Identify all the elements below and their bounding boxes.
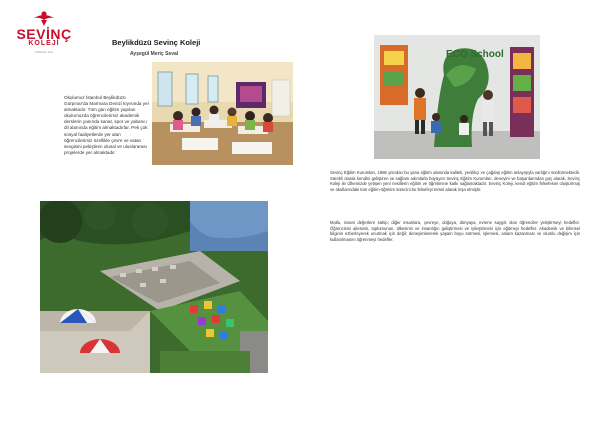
logo-sub: KOLEJİ [28,40,60,47]
page-title: Beylikdüzü Sevinç Koleji [112,38,201,47]
logo-tagline: 1986'dan beri [34,50,54,54]
eco-sign-text: ECO School [446,49,504,60]
intro-paragraph: Okulumuz İstanbul Beylikdüzü Gürpınar'da Marmara Denizi kıyısında yer almaktadır. Tüm gün eğitim yapılan okulumuzda öğrencilerimiz akademik derslerin yanında sanat, spor ve yabancı dil alanında eğitim almaktadırlar. Pek çok sosyal faaliyetlerde yer alan öğrencilerimiz özellikle çevre ve vatan sevgisini pekiştiren ulusal ve uluslararası projelerde yer almaktadır. [64,95,150,155]
body-paragraph-1: Sevinç Eğitim Kurumları, 1986 yılından bu yana eğitim alanında kaliteli, yenilikçi ve çağdaş eğitim anlayışıyla varlığını sürdürmektedir. Sürekli olarak kendini geliştiren ve sağlam adımlarla büyüyen Sevinç Eğitim Kurumları, deneyim ve başarılarından güç alarak, Sevinç Koleji ile Ülkemizde yetişen yeni nesillerin eğitim ve öğretimine katkı sağlamaktadır. Sevinç Koleji, kendi eğitim felsefesini oluşturmuş ve okullarındaki tüm eğitim-öğretim sürecini bu felsefeyi temel alarak inşa etmiştir. [330,170,580,192]
logo-name: SEVİNÇ [16,26,72,42]
classroom-photo [152,62,293,165]
eco-school-photo [374,35,540,159]
author-name: Ayşegül Meriç Seval [130,51,179,57]
body-paragraph-2: Mutlu, insani değerlere sahip; diğer insanlara, çevreye, doğaya, dünyaya, evrene saygılı olan öğrenciler yetiştirmeyi hedefler. Öğrencisini ailesinin, toplumunun, ülkesinin ve insanlığın geliştirmesi ve iyileştirmesi için eğitmeyi hedefler. Akademik ve bilimsel bilginin ezberleyerek unutmak için değil; deneyimlenerek yaşam boyu sürmesi, işlemesi, anlam kazanması ve olumlu değişim için kullanılmasını öğrenmeyi hedefler. [330,220,580,242]
campus-photo [40,201,268,373]
school-logo [14,10,74,56]
